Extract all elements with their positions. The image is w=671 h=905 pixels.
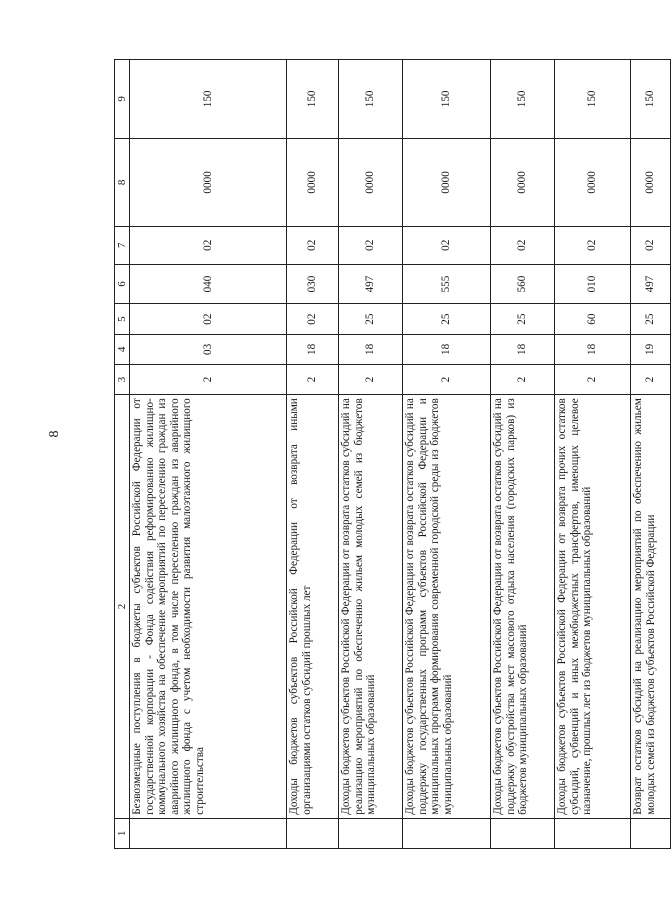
cell-col-4: 18 [287,334,339,364]
cell-col-4: 03 [130,334,287,364]
cell-col-8: 0000 [631,138,671,226]
cell-col-4: 18 [403,334,491,364]
cell-col-7: 02 [287,227,339,265]
cell-col-1 [631,818,671,848]
header-col-8: 8 [115,138,130,226]
header-col-1: 1 [115,818,130,848]
cell-description: Доходы бюджетов субъектов Российской Федерации от возврата иными организациями остатков субсидий прошлых лет [287,395,339,819]
cell-col-3: 2 [403,364,491,394]
cell-col-3: 2 [339,364,403,394]
cell-col-5: 02 [130,304,287,334]
cell-description: Доходы бюджетов субъектов Российской Федерации от возврата остатков субсидий на поддержку государственных программ субъектов Российской Федерации и муниципальных программ формирования современной городской среды из бюджетов муниципальных образований [403,395,491,819]
cell-col-9: 150 [555,60,631,139]
cell-col-3: 2 [491,364,555,394]
cell-col-9: 150 [491,60,555,139]
cell-col-1 [130,818,287,848]
table-row [491,60,555,849]
cell-description: Доходы бюджетов субъектов Российской Федерации от возврата остатков субсидий на реализацию мероприятий по обеспечению жильем молодых семей из бюджетов муниципальных образований [339,395,403,819]
cell-col-9: 150 [403,60,491,139]
cell-col-6: 040 [130,264,287,304]
cell-col-8: 0000 [491,138,555,226]
page-number: 8 [47,430,62,438]
table-row [130,60,287,849]
header-col-2: 2 [115,395,130,819]
cell-col-8: 0000 [130,138,287,226]
cell-col-8: 0000 [287,138,339,226]
table-row [403,60,491,849]
cell-col-6: 555 [403,264,491,304]
table-row [555,60,631,849]
cell-col-3: 2 [631,364,671,394]
cell-col-8: 0000 [403,138,491,226]
cell-col-6: 010 [555,264,631,304]
cell-col-6: 497 [631,264,671,304]
header-col-4: 4 [115,334,130,364]
cell-col-5: 25 [491,304,555,334]
cell-col-1 [403,818,491,848]
cell-col-3: 2 [555,364,631,394]
cell-col-8: 0000 [339,138,403,226]
cell-col-6: 030 [287,264,339,304]
cell-description: Доходы бюджетов субъектов Российской Федерации от возврата прочих остатков субсидий, субвенций и иных межбюджетных трансфертов, имеющих целевое назначение, прошлых лет из бюджетов муниципальных образований [555,395,631,819]
cell-description: Возврат остатков субсидий на реализацию мероприятий по обеспечению жильем молодых семей из бюджетов субъектов Российской Федерации [631,395,671,819]
table-row [287,60,339,849]
table-row [631,60,671,849]
cell-col-8: 0000 [555,138,631,226]
cell-col-5: 60 [555,304,631,334]
cell-col-3: 2 [287,364,339,394]
budget-codes-table [114,59,671,849]
cell-description: Безвозмездные поступления в бюджеты субъектов Российской Федерации от государственной корпорации - Фонда содействия реформированию жилищно-коммунального хозяйства на обеспечение мероприятий по переселению граждан из аварийного жилищного фонда, в том числе переселению граждан из аварийного жилищного фонда с учетом необходимости развития малоэтажного жилищного строительства [130,395,287,819]
cell-col-4: 19 [631,334,671,364]
header-col-7: 7 [115,227,130,265]
cell-col-1 [339,818,403,848]
cell-col-3: 2 [130,364,287,394]
header-row [115,60,130,849]
cell-col-7: 02 [403,227,491,265]
cell-col-1 [491,818,555,848]
cell-col-6: 560 [491,264,555,304]
rotated-table-frame [114,59,657,849]
cell-col-4: 18 [339,334,403,364]
cell-col-6: 497 [339,264,403,304]
cell-col-7: 02 [130,227,287,265]
cell-col-5: 25 [631,304,671,334]
cell-col-5: 25 [403,304,491,334]
cell-col-1 [555,818,631,848]
cell-col-5: 02 [287,304,339,334]
cell-description: Доходы бюджетов субъектов Российской Федерации от возврата остатков субсидий на поддержку обустройства мест массового отдыха населения (городских парков) из бюджетов муниципальных образований [491,395,555,819]
cell-col-4: 18 [555,334,631,364]
cell-col-7: 02 [339,227,403,265]
table-row [339,60,403,849]
cell-col-5: 25 [339,304,403,334]
cell-col-9: 150 [631,60,671,139]
header-col-3: 3 [115,364,130,394]
cell-col-7: 02 [555,227,631,265]
header-col-5: 5 [115,304,130,334]
cell-col-4: 18 [491,334,555,364]
cell-col-7: 02 [631,227,671,265]
cell-col-9: 150 [287,60,339,139]
header-col-9: 9 [115,60,130,139]
header-col-6: 6 [115,264,130,304]
cell-col-1 [287,818,339,848]
table-container [114,59,657,849]
cell-col-9: 150 [339,60,403,139]
cell-col-9: 150 [130,60,287,139]
cell-col-7: 02 [491,227,555,265]
